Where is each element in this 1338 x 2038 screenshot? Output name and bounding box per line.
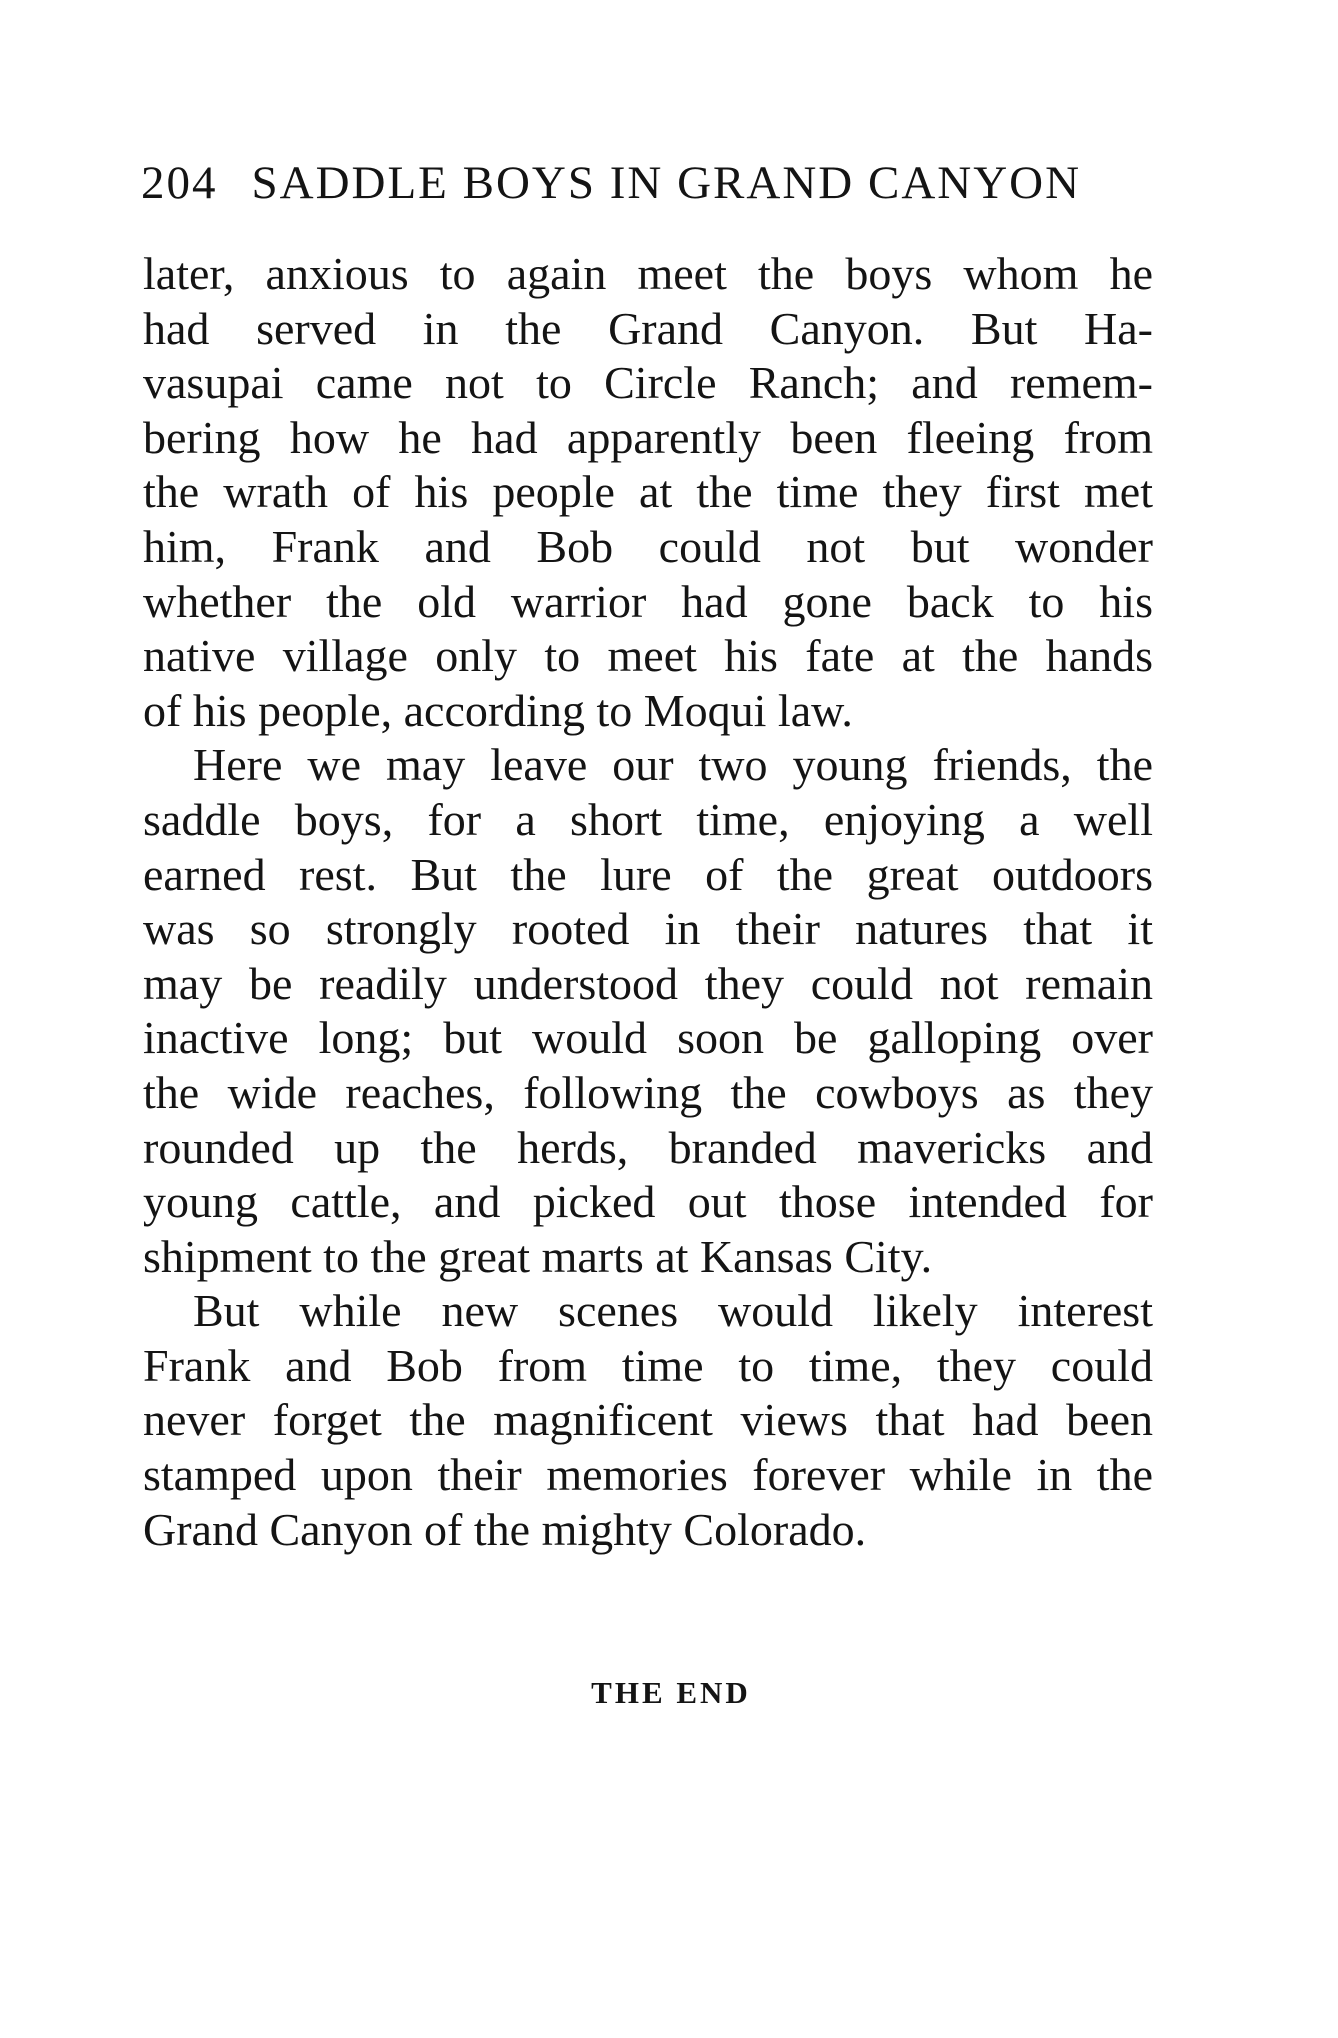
- text-line: Frank and Bob from time to time, they could: [143, 1339, 1153, 1391]
- text-line: Grand Canyon of the mighty Colorado.: [143, 1503, 867, 1555]
- text-line: the wrath of his people at the time they first met: [143, 466, 1153, 518]
- page-number: 204: [141, 157, 218, 209]
- running-head: [141, 155, 1141, 211]
- text-line: vasupai came not to Circle Ranch; and remem-: [143, 357, 1153, 409]
- text-line: rounded up the herds, branded mavericks and: [143, 1121, 1153, 1173]
- body-text: [143, 247, 1153, 1557]
- text-line: stamped upon their memories forever while in the: [143, 1449, 1153, 1501]
- text-line: native village only to meet his fate at the hands: [143, 630, 1153, 682]
- text-line: Here we may leave our two young friends, the: [193, 739, 1153, 791]
- text-line: the wide reaches, following the cowboys as they: [143, 1066, 1153, 1118]
- text-line: saddle boys, for a short time, enjoying a well: [143, 793, 1153, 845]
- text-line: earned rest. But the lure of the great outdoors: [143, 848, 1153, 900]
- running-title: SADDLE BOYS IN GRAND CANYON: [251, 157, 1082, 209]
- text-line: never forget the magnificent views that had been: [143, 1394, 1153, 1446]
- text-line: inactive long; but would soon be galloping over: [143, 1012, 1153, 1064]
- text-line: was so strongly rooted in their natures that it: [143, 903, 1153, 955]
- text-line: whether the old warrior had gone back to his: [143, 575, 1153, 627]
- text-line: had served in the Grand Canyon. But Ha-: [143, 302, 1153, 354]
- text-line: may be readily understood they could not remain: [143, 957, 1153, 1009]
- text-line: shipment to the great marts at Kansas City.: [143, 1230, 933, 1282]
- text-line: later, anxious to again meet the boys whom he: [143, 248, 1153, 299]
- text-line: him, Frank and Bob could not but wonder: [143, 520, 1153, 572]
- text-line: bering how he had apparently been fleeing from: [143, 411, 1153, 463]
- text-line: young cattle, and picked out those intended for: [143, 1176, 1153, 1228]
- the-end-mark: THE END: [591, 1675, 751, 1710]
- text-line: of his people, according to Moqui law.: [143, 684, 853, 736]
- text-line: But while new scenes would likely interest: [193, 1285, 1153, 1337]
